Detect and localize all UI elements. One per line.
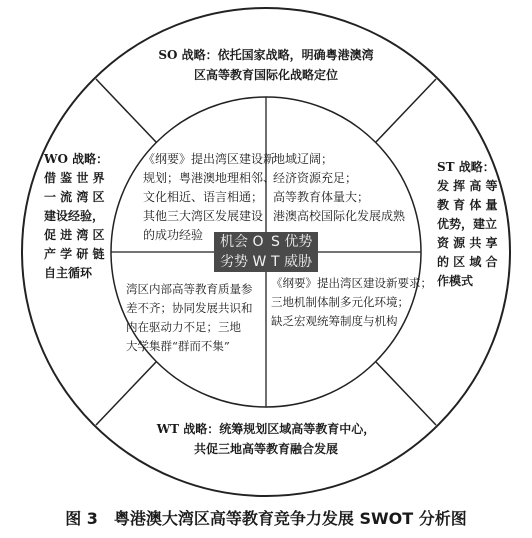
- wt-strategy-line1: WT 战略：统筹规划区域高等教育中心，: [156, 422, 376, 436]
- wo-line: WO 战略：: [44, 152, 109, 166]
- core-strength: S 优势: [271, 234, 313, 250]
- wo-line: 促 进 湾 区: [44, 228, 105, 242]
- figure-caption: 图 3 粤港澳大湾区高等教育竞争力发展 SWOT 分析图: [65, 509, 467, 528]
- divider-bottom-right: [376, 362, 436, 425]
- weaknesses-quadrant: [126, 280, 253, 356]
- st-strategy: [437, 158, 498, 291]
- wo-line: 一 流 湾 区: [44, 190, 105, 204]
- strength-line: 高等教育体量大；: [273, 190, 370, 204]
- st-line: 作模式: [437, 274, 474, 288]
- opportunities-quadrant: [143, 150, 275, 245]
- opportunity-line: 的成功经验: [143, 228, 204, 242]
- wo-strategy: [44, 150, 108, 283]
- threat-line: 缺乏宏观统筹制度与机构: [271, 314, 398, 328]
- wo-line: 建设经验，: [44, 209, 105, 223]
- strengths-quadrant: [273, 150, 405, 226]
- opportunity-line: 文化相近、语言相通；: [143, 190, 264, 204]
- weakness-line: 湾区内部高等教育质量参: [126, 282, 253, 296]
- wo-line: 借 鉴 世 界: [44, 171, 105, 185]
- strength-line: 港澳高校国际化发展成熟: [273, 209, 406, 223]
- core-weakness: 劣势 W: [220, 254, 267, 270]
- weakness-line: 差不齐；协同发展共识和: [126, 301, 253, 315]
- divider-top-right: [376, 79, 436, 142]
- weakness-line: 大学集群“群而不集”: [126, 339, 230, 353]
- st-line: ST 战略：: [437, 160, 495, 174]
- strength-line: 地域辽阔；: [273, 152, 334, 166]
- threat-line: 三地机制体制多元化环境；: [271, 295, 409, 309]
- st-line: 资 源 共 享: [437, 236, 498, 250]
- wo-line: 自主循环: [44, 266, 93, 280]
- core-threat: T 威胁: [271, 254, 313, 270]
- so-strategy-line2: 区高等教育国际化战略定位: [193, 68, 338, 82]
- strength-line: 经济资源充足；: [273, 171, 358, 185]
- divider-top-left: [96, 79, 156, 142]
- so-strategy-title: SO 战略：依托国家战略，明确粤港澳湾: [158, 48, 374, 62]
- swot-core: [214, 232, 318, 272]
- wo-line: 产 学 研 链: [44, 247, 105, 261]
- opportunity-line: 规划；粤港澳地理相邻、: [143, 171, 276, 185]
- st-line: 教 育 体 量: [437, 198, 498, 212]
- divider-bottom-left: [96, 362, 156, 425]
- opportunity-line: 《纲要》提出湾区建设新: [143, 152, 276, 166]
- core-opportunity: 机会 O: [220, 234, 264, 250]
- st-line: 发 挥 高 等: [437, 179, 498, 193]
- st-line: 优势，建立: [437, 217, 498, 231]
- st-line: 的 区 域 合: [437, 255, 498, 269]
- threat-line: 《纲要》提出湾区建设新要求；: [271, 276, 432, 290]
- threats-quadrant: [271, 274, 432, 331]
- wt-strategy-line2: 共促三地高等教育融合发展: [193, 442, 338, 456]
- weakness-line: 内在驱动力不足；三地: [126, 320, 241, 334]
- opportunity-line: 其他三大湾区发展建设: [143, 209, 264, 223]
